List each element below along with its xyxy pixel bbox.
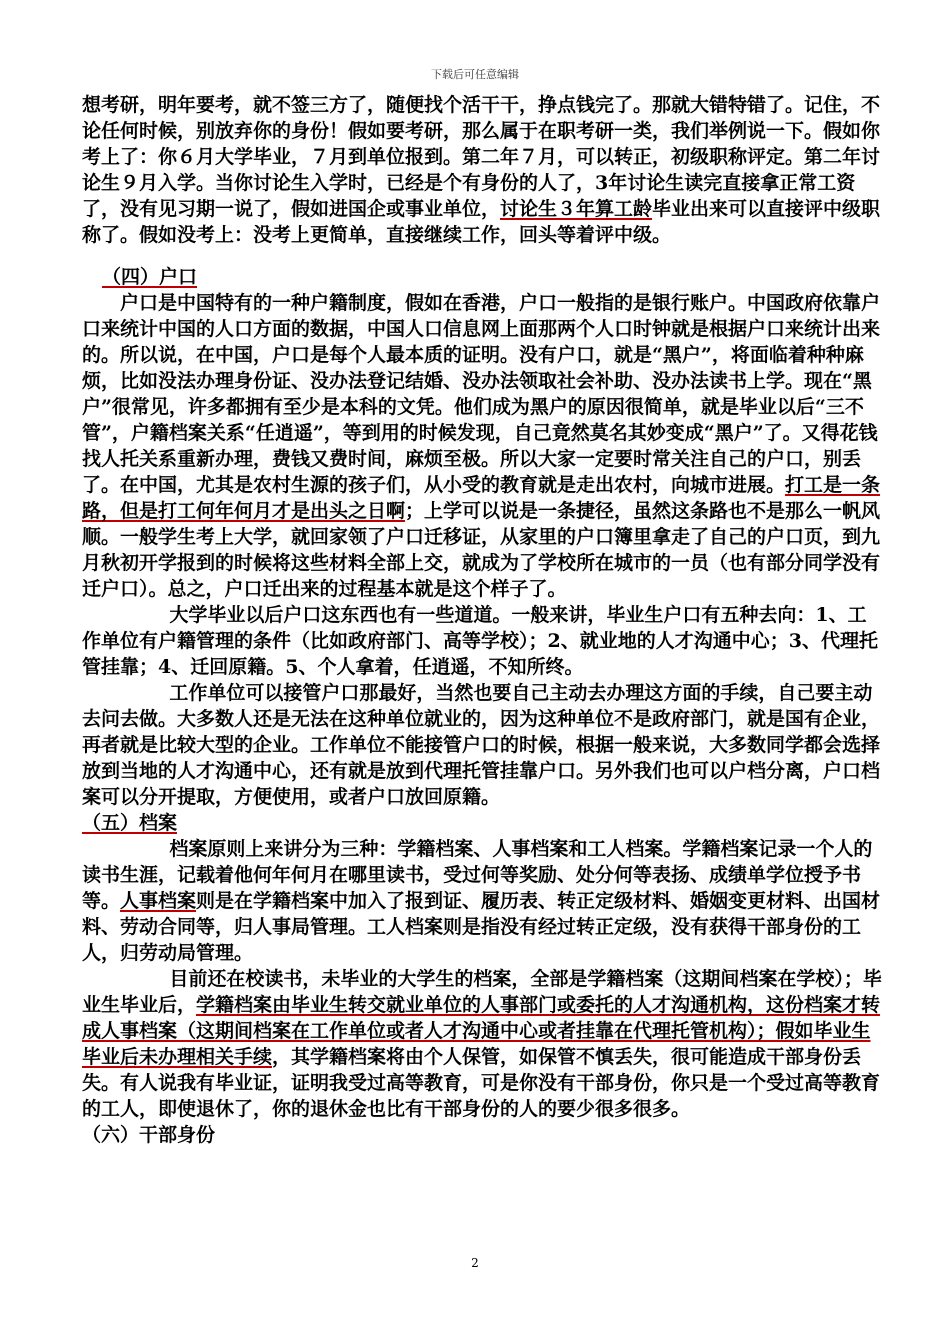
page-header: 下载后可任意编辑 bbox=[431, 68, 519, 81]
underlined-text: 讨论生３年算工龄 bbox=[500, 198, 653, 220]
paragraph: 目前还在校读书，未毕业的大学生的档案，全部是学籍档案（这期间档案在学校）；毕业生毕业后，学籍档案由毕业生转交就业单位的人事部门或委托的人才沟通机构，这份档案才转成人事档案（这期间档案在工作单位或者人才沟通中心或者挂靠在代理托管机构）；假如毕业生毕业后未办理相关手续，其学籍档案将由个人保管，如保管不慎丢失，很可能造成干部身份丢失。有人说我有毕业证，证明我受过高等教育，可是你没有干部身份，你只是一个受过高等教育的工人，即使退休了，你的退休金也比有干部身份的人的要少很多很多。 bbox=[82, 968, 882, 1120]
underlined-text: 人事档案 bbox=[120, 890, 197, 912]
paragraph: 户口是中国特有的一种户籍制度，假如在香港，户口一般指的是银行账户。中国政府依靠户口来统计中国的人口方面的数据，中国人口信息网上面那两个人口时钟就是根据户口来统计出来的。所以说，在中国，户口是每个人最本质的证明。没有户口，就是“黑户”，将面临着种种麻烦，比如没法办理身份证、没办法登记结婚、没办法领取社会补助、没办法读书上学。现在“黑户”很常见，许多都拥有至少是本科的文凭。他们成为黑户的原因很简单，就是毕业以后“三不管”，户籍档案关系“任逍遥”，等到用的时候发现，自己竟然莫名其妙变成“黑户”了。又得花钱找人托关系重新办理，费钱又费时间，麻烦至极。所以大家一定要时常关注自己的户口，别丢了。在中国，尤其是农村生源的孩子们，从小受的教育就是走出农村，向城市进展。打工是一条路，但是打工何年何月才是出头之日啊；上学可以说是一条捷径，虽然这条路也不是那么一帆风顺。一般学生考上大学，就回家领了户口迁移证，从家里的户口簿里拿走了自己的户口页，到九月秋初开学报到的时候将这些材料全部上交，就成为了学校所在城市的一员（也有部分同学没有迁户口）。总之，户口迁出来的过程基本就是这个样子了。 bbox=[82, 292, 881, 600]
paragraph: 大学毕业以后户口这东西也有一些道道。一般来讲，毕业生户口有五种去向：1、工作单位有户籍管理的条件（比如政府部门、高等学校）；2、就业地的人才沟通中心；3、代理托管挂靠；4、迁回原籍。5、个人拿着，任逍遥，不知所终。 bbox=[82, 604, 878, 678]
section-heading-cadre-status: （六）干部身份 bbox=[82, 1124, 216, 1146]
paragraph: 想考研，明年要考，就不签三方了，随便找个活干干，挣点钱完了。那就大错特错了。记住，不论任何时候，别放弃你的身份！假如要考研，那么属于在职考研一类，我们举例说一下。假如你考上了：你６月大学毕业，７月到单位报到。第二年７月，可以转正，初级职称评定。第二年讨论生９月入学。当你讨论生入学时，已经是个有身份的人了，3年讨论生读完直接拿正常工资了，没有见习期一说了，假如进国企或事业单位，讨论生３年算工龄毕业出来可以直接评中级职称了。假如没考上：没考上更简单，直接继续工作，回头等着评中级。 bbox=[82, 94, 881, 246]
document-body bbox=[82, 92, 882, 1148]
underlined-text: 学籍档案由毕业生转交就业单位的人事部门或委托的人才沟通机构，这份档案才转成人事档案（这期间档案在工作单位或者人才沟通中心或者挂靠在代理托管机构）；假如毕业生毕业后未办理相关手续 bbox=[82, 994, 881, 1068]
paragraph: 工作单位可以接管户口那最好，当然也要自己主动去办理这方面的手续，自己要主动去问去做。大多数人还是无法在这种单位就业的，因为这种单位不是政府部门，就是国有企业，再者就是比较大型的企业。工作单位不能接管户口的时候，根据一般来说，大多数同学都会选择放到当地的人才沟通中心，还有就是放到代理托管挂靠户口。另外我们也可以户档分离，户口档案可以分开提取，方便使用，或者户口放回原籍。 bbox=[82, 682, 881, 808]
underlined-text: 打工是一条路，但是打工何年何月才是出头之日啊 bbox=[82, 474, 881, 522]
section-heading-hukou: （四）户口 bbox=[102, 266, 198, 288]
section-heading-archive: （五）档案 bbox=[82, 812, 178, 834]
page-number: 2 bbox=[471, 1256, 479, 1270]
paragraph: 档案原则上来讲分为三种：学籍档案、人事档案和工人档案。学籍档案记录一个人的读书生涯，记载着他何年何月在哪里读书，受过何等奖励、处分何等表扬、成绩单学位授予书等。人事档案则是在学籍档案中加入了报到证、履历表、转正定级材料、婚姻变更材料、出国材料、劳动合同等，归人事局管理。工人档案则是指没有经过转正定级，没有获得干部身份的工人，归劳动局管理。 bbox=[82, 838, 881, 964]
